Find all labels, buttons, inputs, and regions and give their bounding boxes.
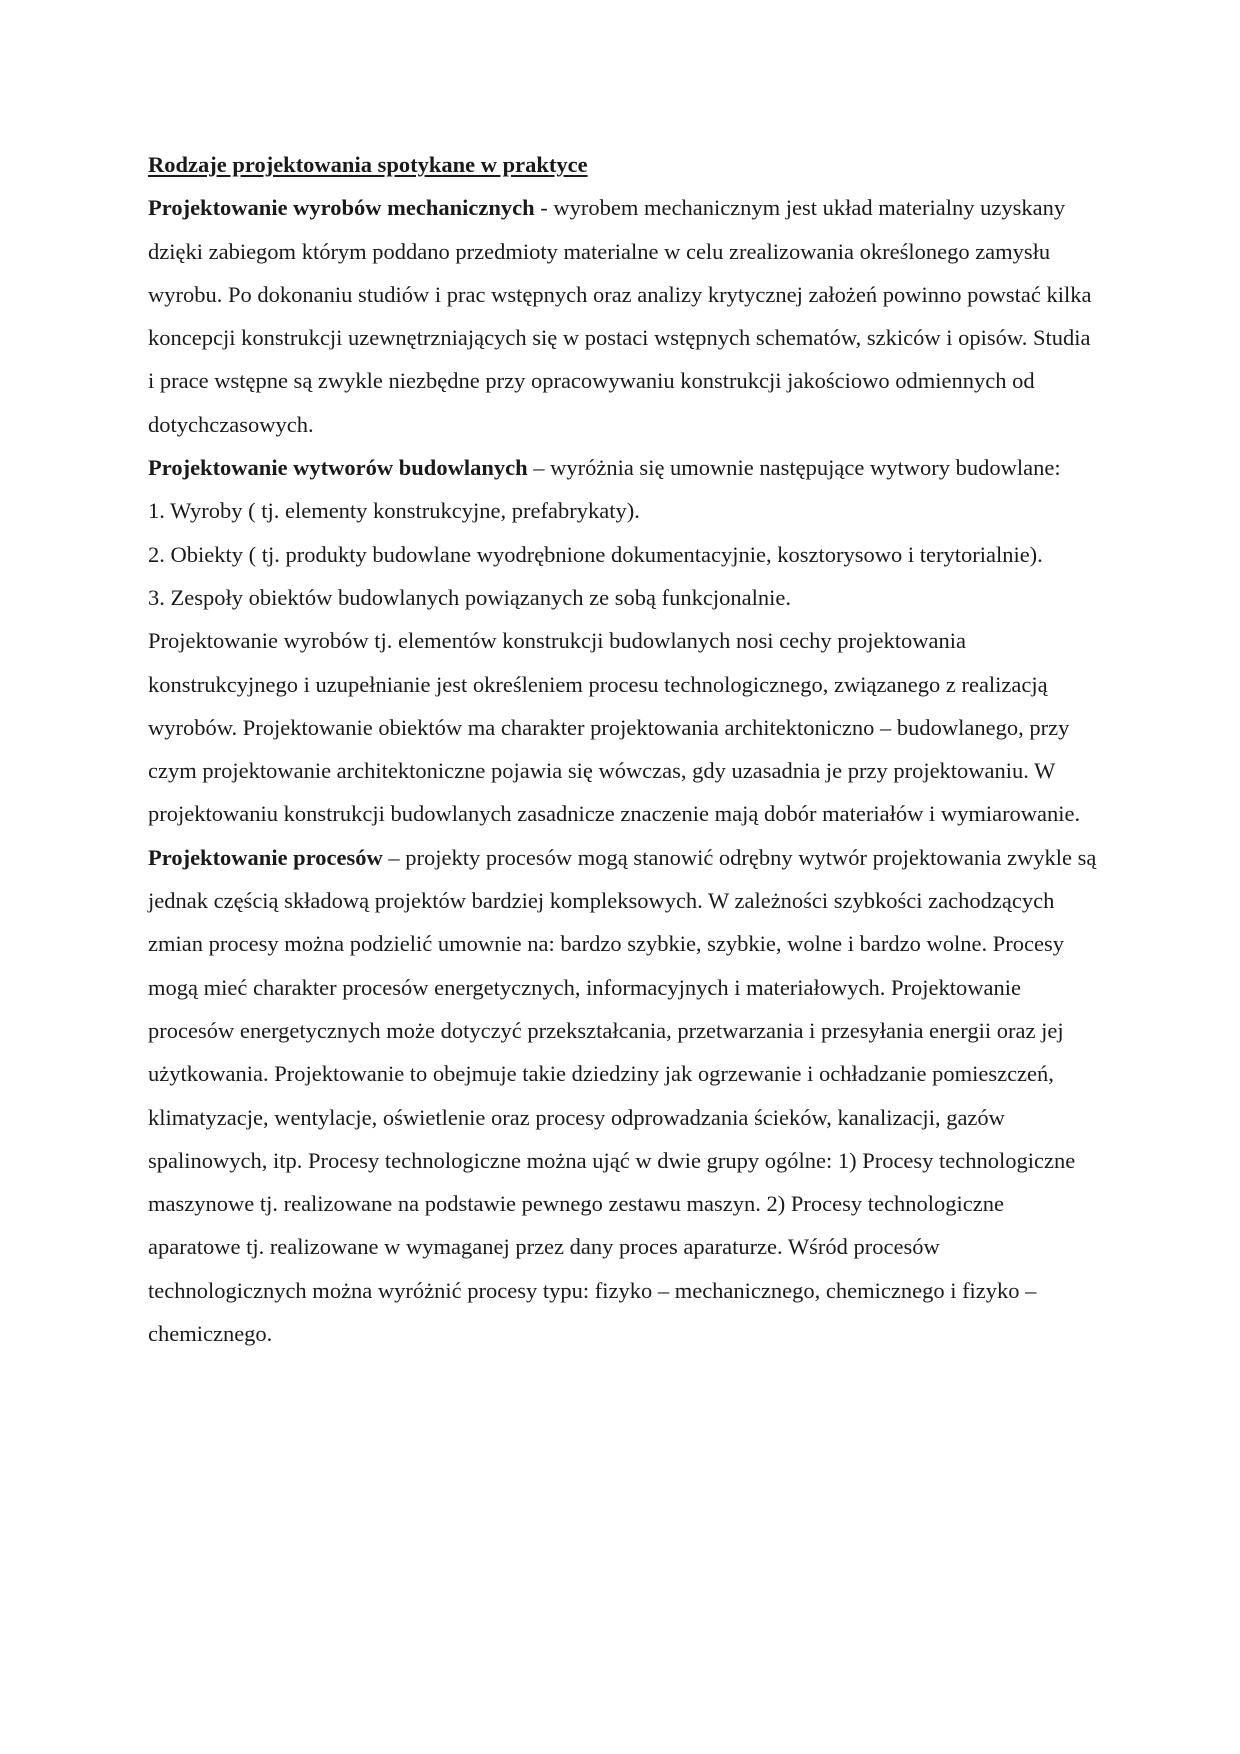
list-item: 1. Wyroby ( tj. elementy konstrukcyjne, prefabrykaty). [148, 498, 640, 524]
section-construction [148, 446, 1098, 489]
section-construction-lead: Projektowanie wytworów budowlanych [148, 455, 528, 481]
section-processes-text: – projekty procesów mogą stanowić odrębny wytwór projektowania zwykle są jednak częścią składową projektów bardziej kompleksowych. W zależności szybkości zachodzących zmian procesy można podzielić umownie na: bardzo szybkie, szybkie, wolne i bardzo wolne. Procesy mogą mieć charakter procesów energetycznych, informacyjnych i materiałowych. Projektowanie procesów energetycznych może dotyczyć przekształcania, przetwarzania i przesyłania energii oraz jej użytkowania. Projektowanie to obejmuje takie dziedziny jak ogrzewanie i ochładzanie pomieszczeń, klimatyzacje, wentylacje, oświetlenie oraz procesy odprowadzania ścieków, kanalizacji, gazów spalinowych, itp. Procesy technologiczne można ująć w dwie grupy ogólne: 1) Procesy technologiczne maszynowe tj. realizowane na podstawie pewnego zestawu maszyn. 2) Procesy technologiczne aparatowe tj. realizowane w wymaganej przez dany proces aparaturze. Wśród procesów technologicznych można wyróżnić procesy typu: fizyko – mechanicznego, chemicznego i fizyko – chemicznego. [148, 844, 1097, 1347]
section-construction-paragraph: Projektowanie wyrobów tj. elementów konstrukcji budowlanych nosi cechy projektowania konstrukcyjnego i uzupełnianie jest określeniem procesu technologicznego, związanego z realizacją wyrobów. Projektowanie obiektów ma charakter projektowania architektoniczno – budowlanego, przy czym projektowanie architektoniczne pojawia się wówczas, gdy uzasadnia je przy projektowaniu. W projektowaniu konstrukcji budowlanych zasadnicze znaczenie mają dobór materiałów i wymiarowanie. [148, 628, 1081, 827]
section-construction-text: – wyróżnia się umownie następujące wytwory budowlane: [527, 455, 1061, 481]
section-mechanical-text: - wyrobem mechanicznym jest układ materialny uzyskany dzięki zabiegom którym poddano przedmioty materialne w celu zrealizowania określonego zamysłu wyrobu. Po dokonaniu studiów i prac wstępnych oraz analizy krytycznej założeń powinno powstać kilka koncepcji konstrukcji uzewnętrzniających się w postaci wstępnych schematów, szkiców i opisów. Studia i prace wstępne są zwykle niezbędne przy opracowywaniu konstrukcji jakościowo odmiennych od dotychczasowych. [148, 195, 1092, 437]
document-page [148, 143, 1098, 1355]
list-item: 3. Zespoły obiektów budowlanych powiązanych ze sobą funkcjonalnie. [148, 584, 791, 610]
section-processes [148, 836, 1098, 1356]
list-item: 2. Obiekty ( tj. produkty budowlane wyodrębnione dokumentacyjnie, kosztorysowo i terytorialnie). [148, 541, 1043, 567]
document-title: Rodzaje projektowania spotykane w praktyce [148, 152, 588, 177]
section-mechanical [148, 186, 1098, 446]
section-mechanical-lead: Projektowanie wyrobów mechanicznych [148, 195, 535, 221]
section-processes-lead: Projektowanie procesów [148, 844, 383, 870]
